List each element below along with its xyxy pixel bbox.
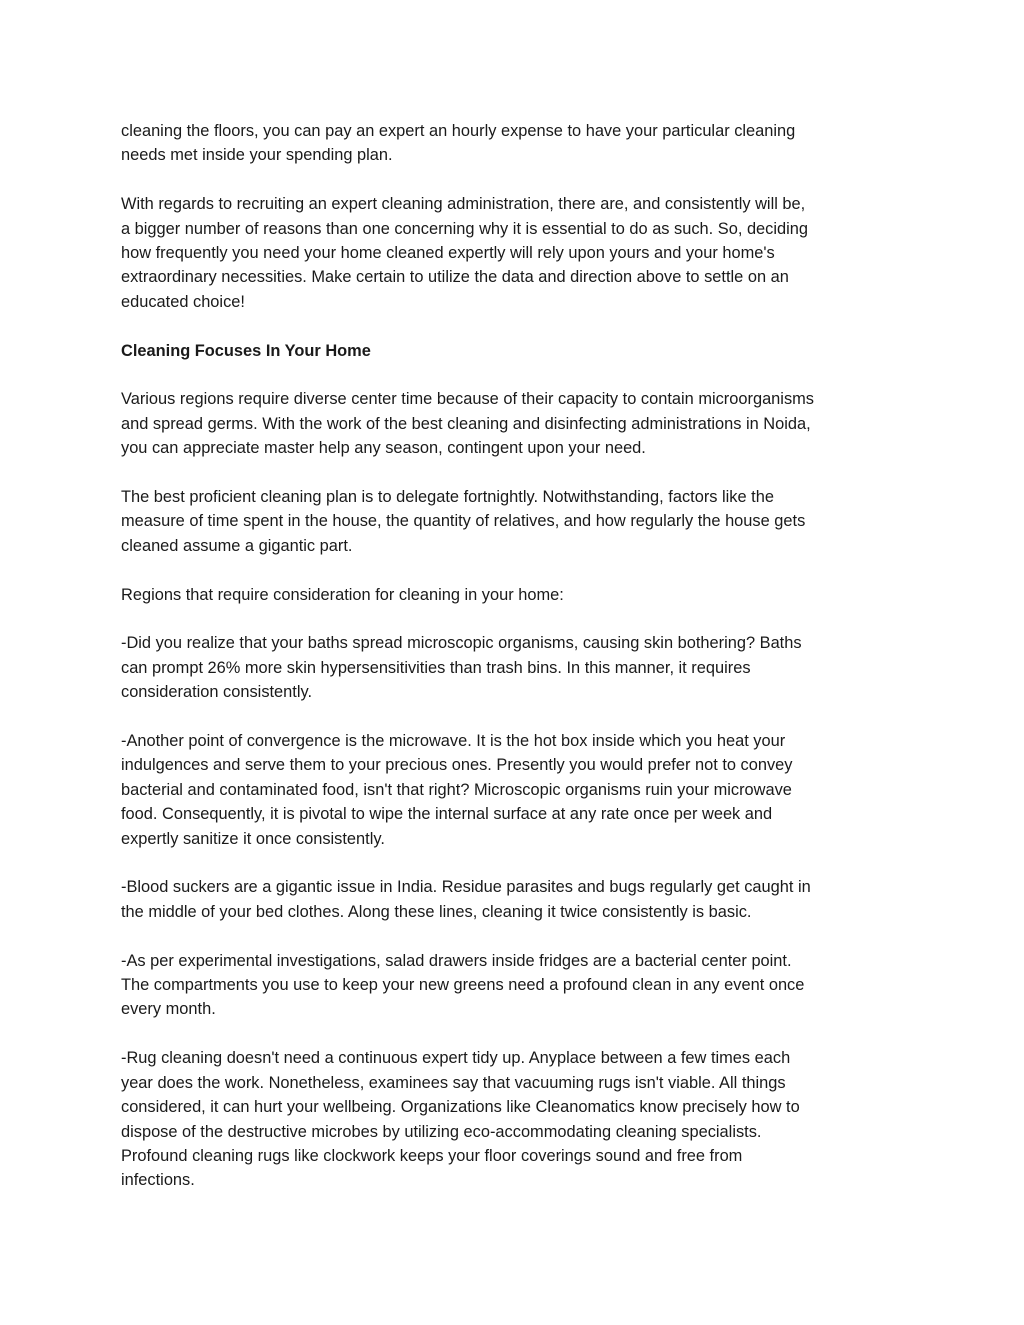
paragraph-intro-continuation: cleaning the floors, you can pay an expert an hourly expense to have your particular cleaning needs met inside your spending plan. <box>121 122 796 165</box>
list-item-rug-cleaning: -Rug cleaning doesn't need a continuous expert tidy up. Anyplace between a few times each year does the work. Nonetheless, examinees say that vacuuming rugs isn't viable. All things considered, it can hurt your wellbeing. Organizations like Cleanomatics know precisely how to dispose of the destructive microbes by utilizing eco-accommodating cleaning specialists. Profound cleaning rugs like clockwork keeps your floor coverings sound and free from infections. <box>121 1049 800 1190</box>
list-item-microwave: -Another point of convergence is the microwave. It is the hot box inside which you heat your indulgences and serve them to your precious ones. Presently you would prefer not to convey bacterial and contaminated food, isn't that right? Microscopic organisms ruin your microwave food. Consequently, it is pivotal to wipe the internal surface at any rate once per week and expertly sanitize it once consistently. <box>121 732 793 848</box>
paragraph-recruiting-experts: With regards to recruiting an expert cleaning administration, there are, and consistently will be, a bigger number of reasons than one concerning why it is essential to do as such. So, deciding how frequently you need your home cleaned expertly will rely upon yours and your home's extraordinary necessities. Make certain to utilize the data and direction above to settle on an educated choice! <box>121 195 808 311</box>
list-item-baths: -Did you realize that your baths spread microscopic organisms, causing skin bothering? Baths can prompt 26% more skin hypersensitivities than trash bins. In this manner, it requires consideration consistently. <box>121 634 802 702</box>
list-item-bed-clothes: -Blood suckers are a gigantic issue in India. Residue parasites and bugs regularly get caught in the middle of your bed clothes. Along these lines, cleaning it twice consistently is basic. <box>121 878 811 921</box>
paragraph-cleaning-plan: The best proficient cleaning plan is to delegate fortnightly. Notwithstanding, factors like the measure of time spent in the house, the quantity of relatives, and how regularly the house gets cleaned assume a gigantic part. <box>121 488 806 555</box>
list-item-salad-drawers: -As per experimental investigations, salad drawers inside fridges are a bacterial center point. The compartments you use to keep your new greens need a profound clean in any event once every month. <box>121 951 805 1019</box>
section-heading: Cleaning Focuses In Your Home <box>121 341 371 360</box>
paragraph-regions-intro: Regions that require consideration for cleaning in your home: <box>121 585 564 604</box>
paragraph-various-regions: Various regions require diverse center time because of their capacity to contain microorganisms and spread germs. With the work of the best cleaning and disinfecting administrations in Noida, you can appreciate master help any season, contingent upon your need. <box>121 390 814 458</box>
document-page <box>121 119 911 1217</box>
